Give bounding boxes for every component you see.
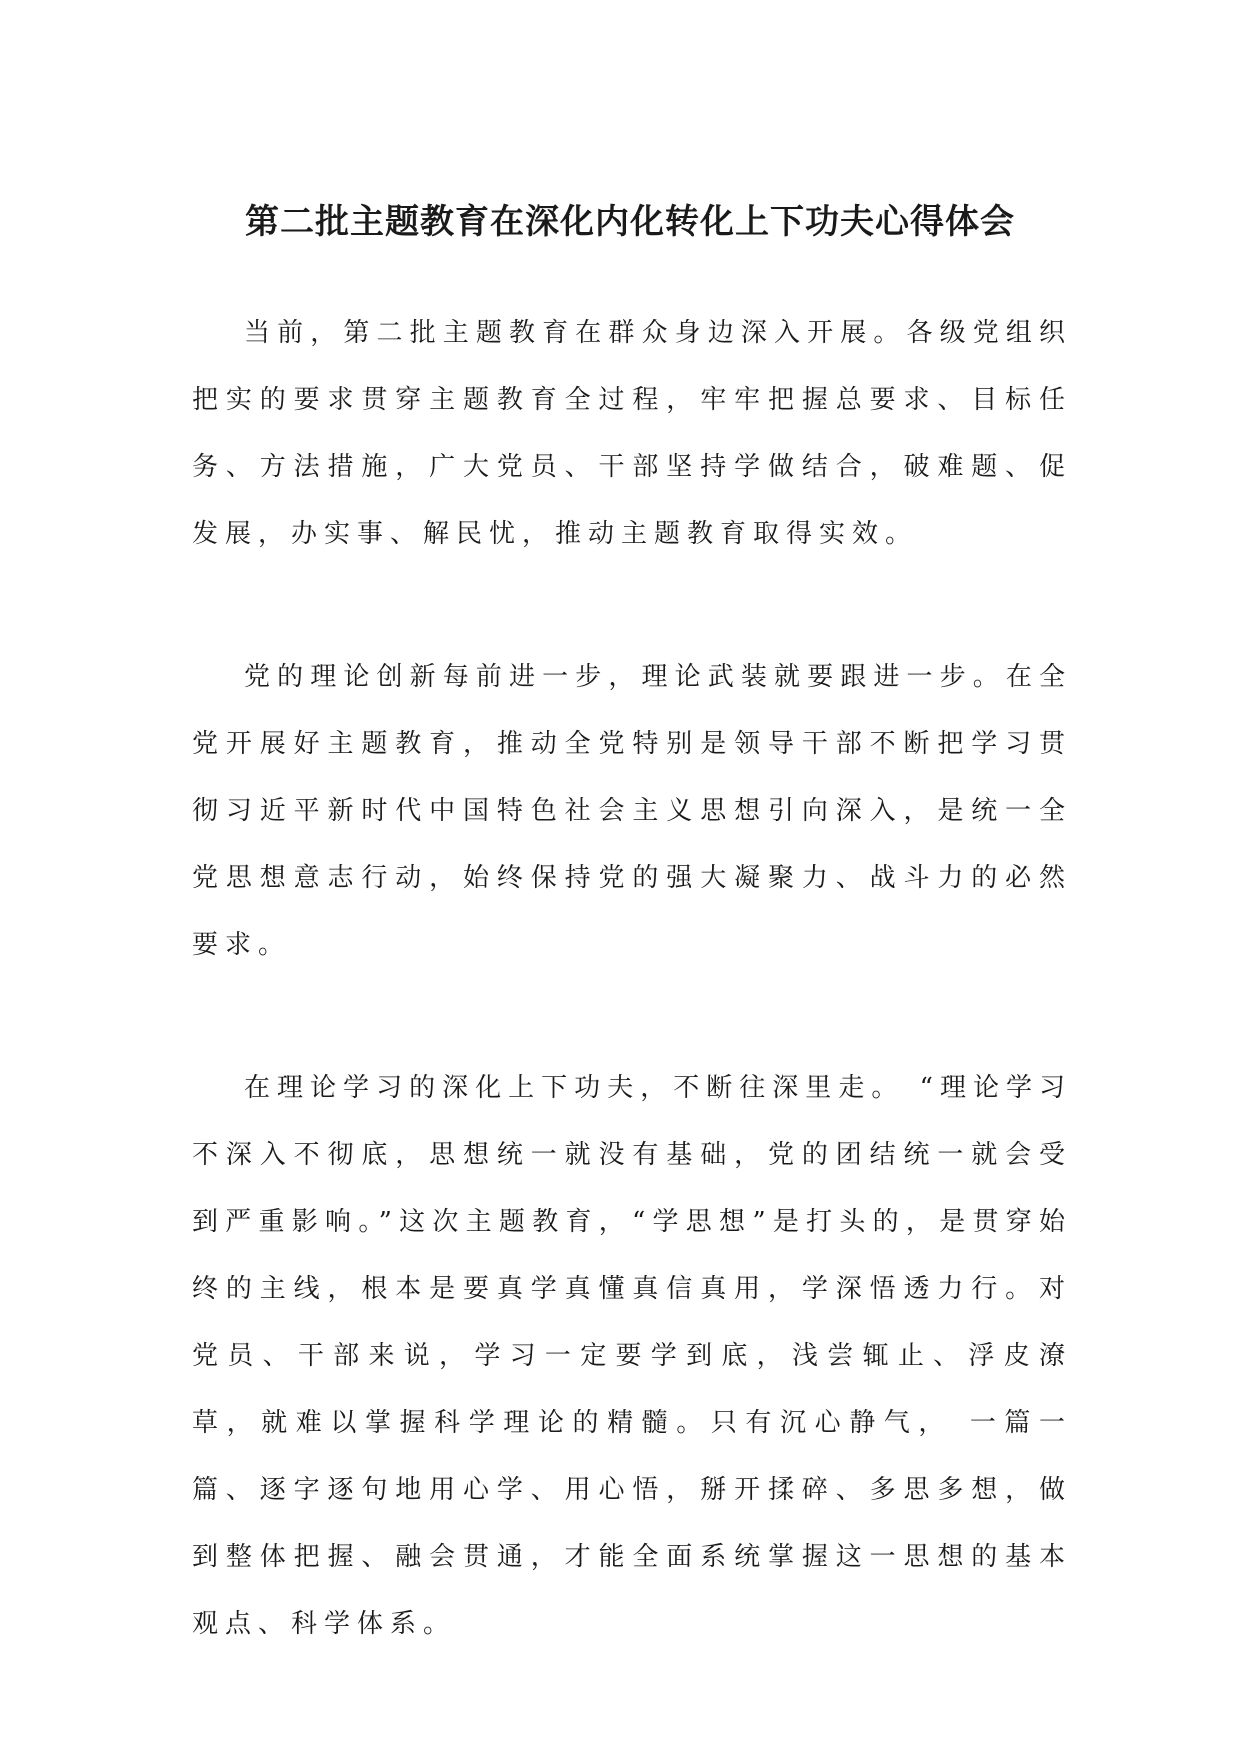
paragraph-2: 党的理论创新每前进一步，理论武装就要跟进一步。在全党开展好主题教育，推动全党特别是领导干部不断把学习贯彻习近平新时代中国特色社会主义思想引向深入，是统一全党思想意志行动，始终保持党的强大凝聚力、战斗力的必然要求。 [192, 662, 1072, 960]
paragraph-1: 当前，第二批主题教育在群众身边深入开展。各级党组织把实的要求贯穿主题教育全过程，牢牢把握总要求、目标任务、方法措施，广大党员、干部坚持学做结合，破难题、促发展，办实事、解民忧，推动主题教育取得实效。 [192, 318, 1072, 549]
paragraph-3: 在理论学习的深化上下功夫，不断往深里走。 “理论学习不深入不彻底，思想统一就没有基础，党的团结统一就会受到严重影响。”这次主题教育，“学思想”是打头的，是贯穿始终的主线，根本是要真学真懂真信真用，学深悟透力行。对党员、干部来说，学习一定要学到底，浅尝辄止、浮皮潦草，就难以掌握科学理论的精髓。只有沉心静气， 一篇一篇、逐字逐句地用心学、用心悟，掰开揉碎、多思多想，做到整体把握、融会贯通，才能全面系统掌握这一思想的基本观点、科学体系。 [192, 1073, 1072, 1639]
document-body [192, 300, 1072, 1658]
document-title: 第二批主题教育在深化内化转化上下功夫心得体会 [245, 202, 1015, 242]
